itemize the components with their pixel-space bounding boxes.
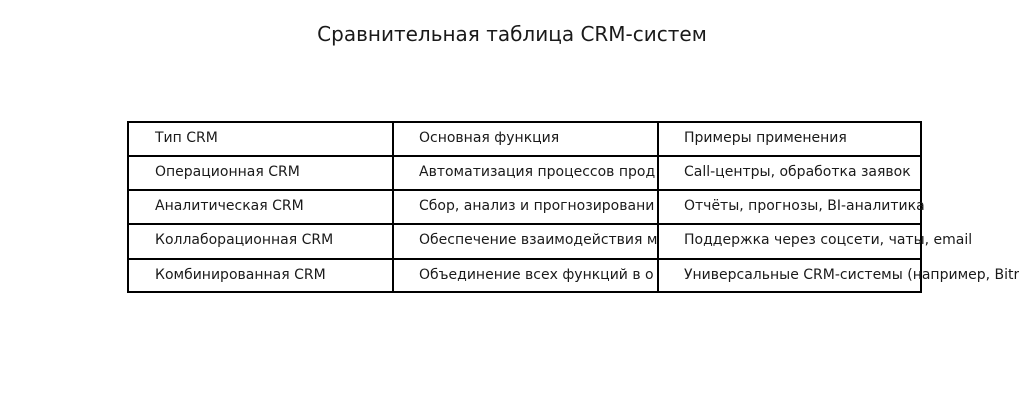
- table-cell: Сбор, анализ и прогнозировани: [419, 198, 655, 214]
- table-cell: Автоматизация процессов прод: [419, 164, 656, 180]
- table-cell: Отчёты, прогнозы, BI-аналитика: [684, 198, 925, 214]
- table-cell: Поддержка через соцсети, чаты, email: [684, 232, 973, 248]
- table-cell: Call-центры, обработка заявок: [684, 164, 911, 180]
- table-cell: Универсальные CRM-системы (например, Bitr: [684, 267, 1020, 283]
- row-divider: [129, 258, 920, 260]
- table-cell: Объединение всех функций в о: [419, 267, 654, 283]
- table-cell: Операционная CRM: [155, 164, 300, 180]
- column-divider: [657, 123, 659, 291]
- row-divider: [129, 155, 920, 157]
- table-cell: Коллаборационная CRM: [155, 232, 334, 248]
- column-divider: [392, 123, 394, 291]
- table-cell: Комбинированная CRM: [155, 267, 326, 283]
- table-cell: Аналитическая CRM: [155, 198, 304, 214]
- chart-title: Сравнительная таблица CRM-систем: [317, 22, 707, 46]
- header-cell-examples: Примеры применения: [684, 130, 847, 146]
- table-cell: Обеспечение взаимодействия м: [419, 232, 658, 248]
- header-cell-function: Основная функция: [419, 130, 560, 146]
- row-divider: [129, 223, 920, 225]
- row-divider: [129, 189, 920, 191]
- header-cell-type: Тип CRM: [155, 130, 218, 146]
